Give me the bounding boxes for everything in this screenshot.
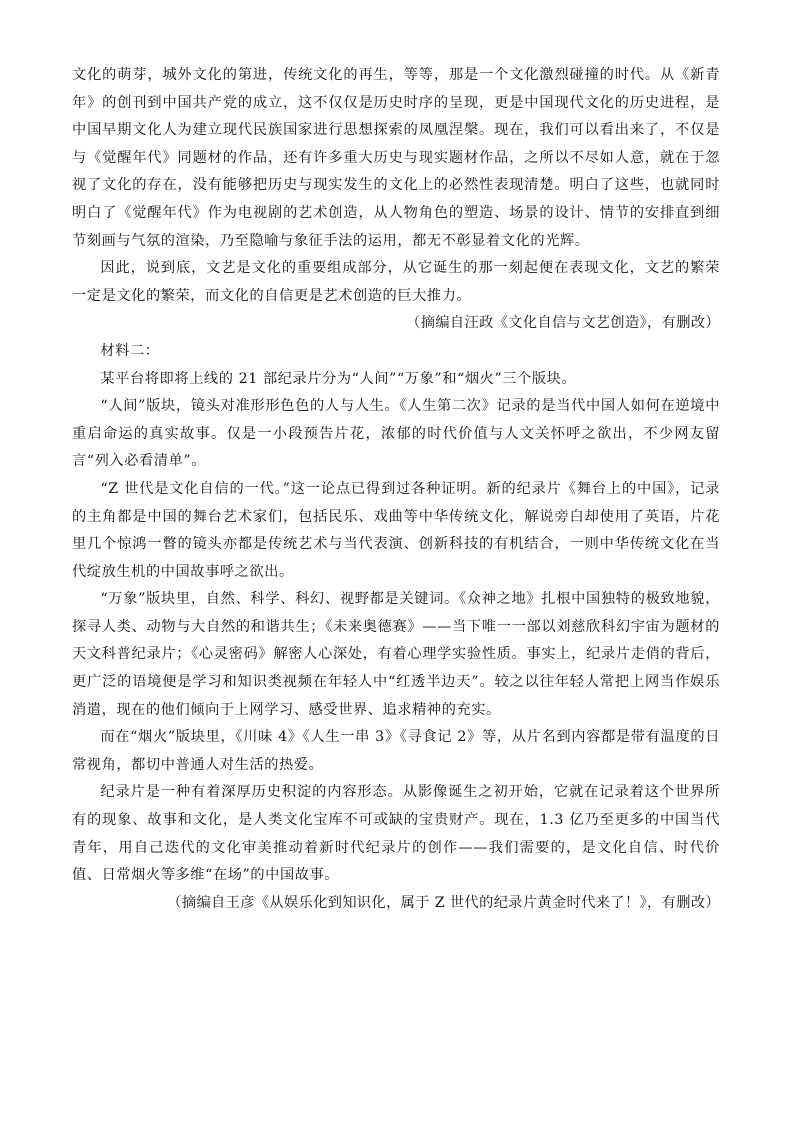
document-page: [72, 62, 720, 917]
material2-paragraph-3: “Z 世代是文化自信的一代。”这一论点已得到过各种证明。新的纪录片《舞台上的中国》，记录的主角都是中国的舞台艺术家们，包括民乐、戏曲等中华传统文化，解说旁白却使用了英语，片花里几个惊鸿一瞥的镜头亦都是传统艺术与当代表演、创新科技的有机结合，一则中华传统文化在当代绽放生机的中国故事呼之欲出。: [72, 480, 720, 580]
material2-source-citation: （摘编自王彦《从娱乐化到知识化，属于 Z 世代的纪录片黄金时代来了！》，有删改）: [167, 894, 720, 911]
material2-paragraph-1: 某平台将即将上线的 21 部纪录片分为“人间”“万象”和“烟火”三个版块。: [100, 370, 577, 387]
material1-paragraph-1: 文化的萌芽，城外文化的第进，传统文化的再生，等等，那是一个文化激烈碰撞的时代。从《新青年》的创刊到中国共产党的成立，这不仅仅是历史时序的呈现，更是中国现代文化的历史进程，是中国早期文化人为建立现代民族国家进行思想探索的凤凰涅槃。现在，我们可以看出来了，不仅是与《觉醒年代》同题材的作品，还有许多重大历史与现实题材作品，之所以不尽如人意，就在于忽视了文化的存在，没有能够把历史与现实发生的文化上的必然性表现清楚。明白了这些，也就同时明白了《觉醒年代》作为电视剧的艺术创造，从人物角色的塑造、场景的设计、情节的安排直到细节刻画与气氛的渲染，乃至隐喻与象征手法的运用，都无不彰显着文化的光辉。: [72, 67, 720, 249]
material2-paragraph-2: “人间”版块，镜头对准形形色色的人与人生。《人生第二次》记录的是当代中国人如何在逆境中重启命运的真实故事。仅是一小段预告片花，浓郁的时代价值与人文关怀呼之欲出，不少网友留言“列入必看清单”。: [72, 398, 720, 470]
material2-paragraph-4: “万象”版块里，自然、科学、科幻、视野都是关键词。《众神之地》扎根中国独特的极致地貌，探寻人类、动物与大自然的和谐共生；《未来奥德赛》——当下唯一一部以刘慈欣科幻宇宙为题材的天文科普纪录片；《心灵密码》解密人心深处，有着心理学实验性质。事实上，纪录片走俏的背后，更广泛的语境便是学习和知识类视频在年轻人中“红透半边天”。较之以往年轻人常把上网当作娱乐消遣，现在的他们倾向于上网学习、感受世界、追求精神的充实。: [72, 591, 720, 718]
material1-source-citation: （摘编自汪政《文化自信与文艺创造》，有删改）: [406, 315, 720, 332]
material2-paragraph-6: 纪录片是一种有着深厚历史积淀的内容形态。从影像诞生之初开始，它就在记录着这个世界所有的现象、故事和文化，是人类文化宝库不可或缺的宝贵财产。现在，1.3 亿乃至更多的中国当代青年，用自己迭代的文化审美推动着新时代纪录片的创作——我们需要的，是文化自信、时代价值、日常烟火等多维“在场”的中国故事。: [72, 784, 720, 884]
material2-paragraph-5: 而在“烟火”版块里，《川味 4》《人生一串 3》《寻食记 2》等，从片名到内容都是带有温度的日常视角，都切中普通人对生活的热爱。: [72, 729, 720, 773]
material2-heading: 材料二：: [100, 342, 160, 359]
material1-paragraph-2: 因此，说到底，文艺是文化的重要组成部分，从它诞生的那一刻起便在表现文化，文艺的繁荣一定是文化的繁荣，而文化的自信更是艺术创造的巨大推力。: [72, 260, 720, 304]
